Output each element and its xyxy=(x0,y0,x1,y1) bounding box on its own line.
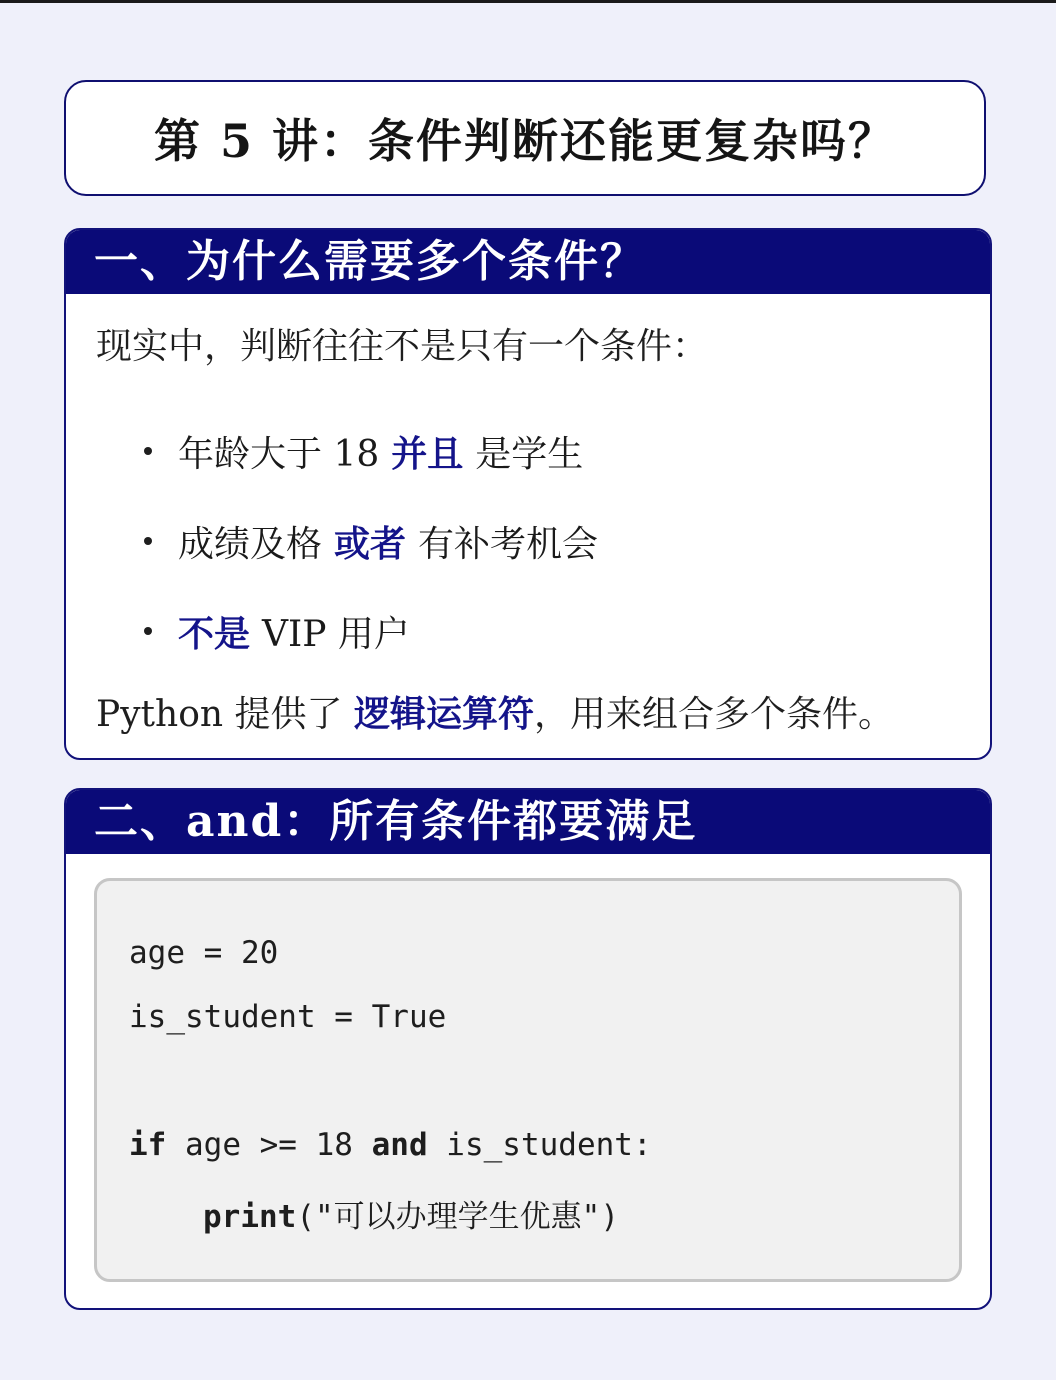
list-item xyxy=(144,496,598,586)
list-item xyxy=(144,406,598,496)
code-text: is_student: xyxy=(427,1127,652,1163)
code-keyword-print: print xyxy=(203,1199,297,1235)
code-keyword-if: if xyxy=(129,1127,167,1163)
section-header: 一、为什么需要多个条件？ xyxy=(66,230,990,294)
top-rule xyxy=(0,0,1056,3)
code-line xyxy=(203,1191,619,1236)
keyword-not: 不是 xyxy=(178,612,251,655)
section-header: 二、and：所有条件都要满足 xyxy=(66,790,990,854)
bullet-text: 是学生 xyxy=(475,433,584,475)
outro-before: Python 提供了 xyxy=(96,694,343,735)
code-text: ("可以办理学生优惠") xyxy=(296,1199,619,1235)
outro-text xyxy=(96,686,894,737)
condition-list xyxy=(144,406,598,676)
code-line: is_student = True xyxy=(129,999,447,1035)
section-why-multiple-conditions xyxy=(64,228,992,760)
bullet-icon xyxy=(144,537,152,545)
bullet-text: 年龄大于 18 xyxy=(178,433,380,475)
code-line xyxy=(129,1127,652,1163)
code-block xyxy=(94,878,962,1282)
keyword-and: 并且 xyxy=(391,432,464,475)
outro-after: ，用来组合多个条件。 xyxy=(534,694,895,735)
title-box xyxy=(64,80,986,196)
section-and-operator xyxy=(64,788,992,1310)
bullet-text: 有补考机会 xyxy=(418,523,599,565)
bullet-icon xyxy=(144,447,152,455)
code-text: age >= 18 xyxy=(166,1127,372,1163)
code-line: age = 20 xyxy=(129,935,279,971)
keyword-or: 或者 xyxy=(334,522,407,565)
bullet-text: VIP 用户 xyxy=(262,613,410,655)
page-title: 第 5 讲：条件判断还能更复杂吗？ xyxy=(153,114,897,168)
bullet-icon xyxy=(144,627,152,635)
intro-text: 现实中，判断往往不是只有一个条件： xyxy=(96,326,709,367)
list-item xyxy=(144,586,598,676)
code-keyword-and: and xyxy=(371,1127,428,1163)
bullet-text: 成绩及格 xyxy=(178,523,323,565)
keyword-logical-operators: 逻辑运算符 xyxy=(353,693,534,735)
